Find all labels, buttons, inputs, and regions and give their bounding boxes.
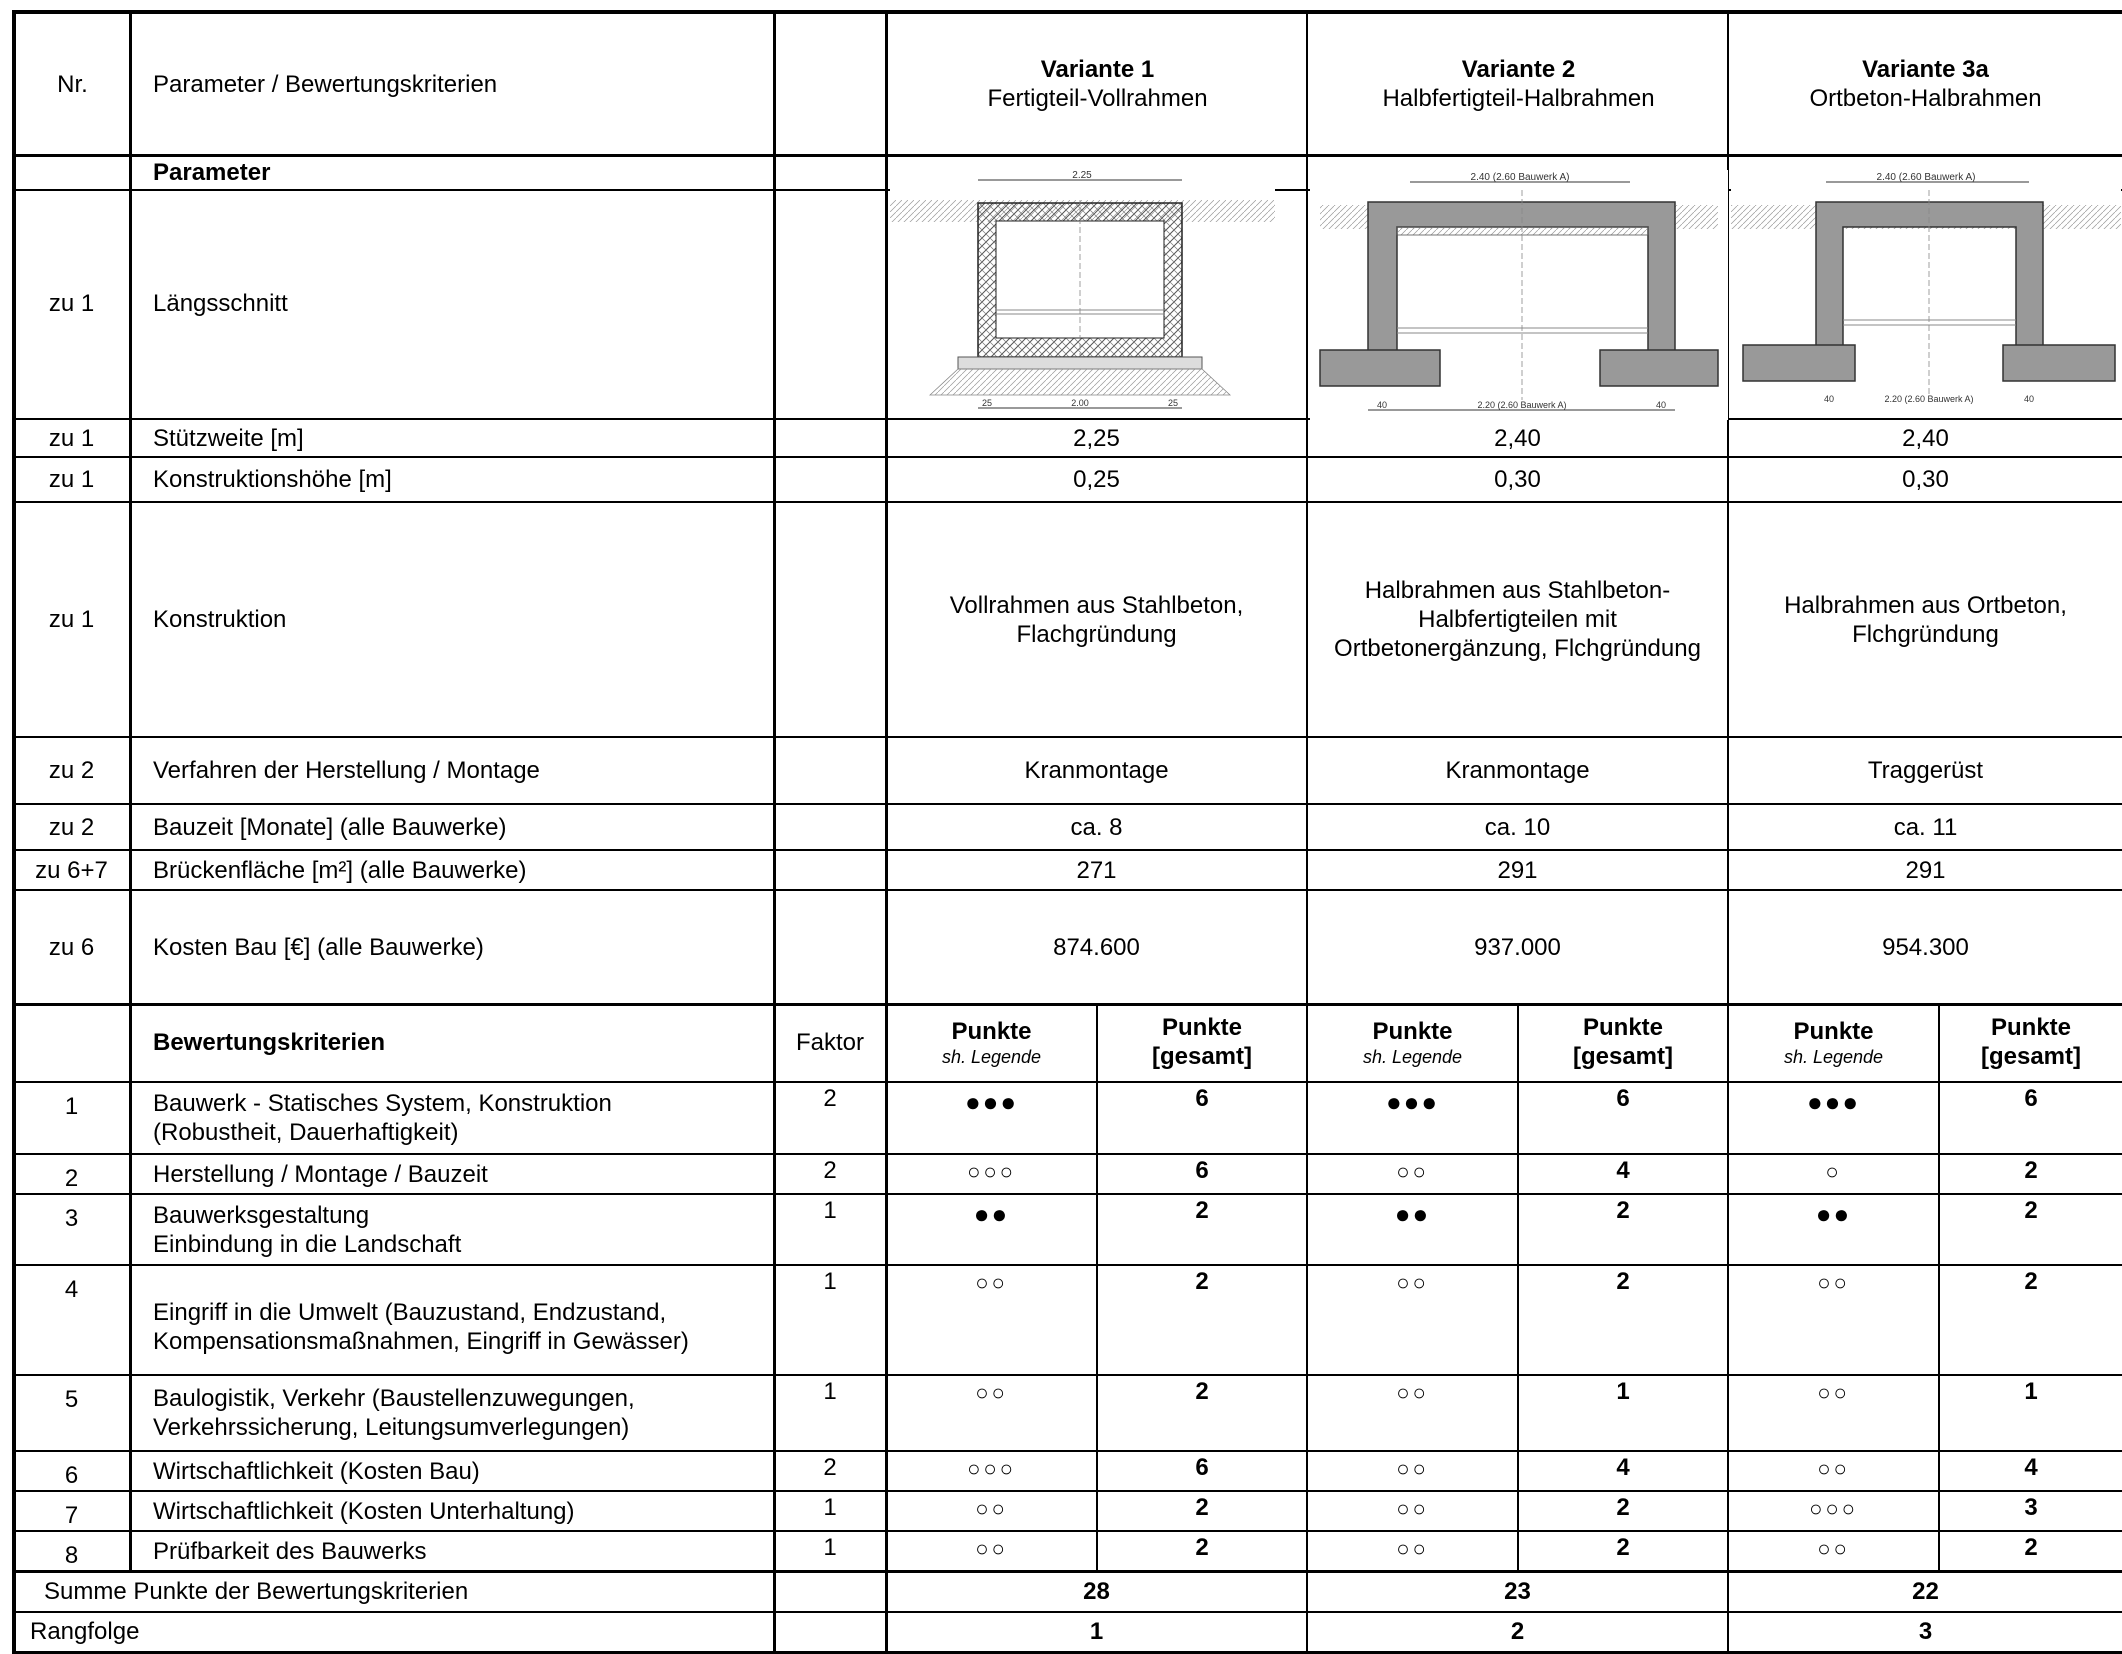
- punkte-label: Punkte: [1582, 1014, 1663, 1042]
- rating-symbol-v1: ○○: [975, 1496, 1008, 1521]
- rating-symbol-v1: ●●●: [964, 1087, 1019, 1117]
- header-variante-2: [1308, 14, 1729, 156]
- rating-symbol-v2: ○○: [1396, 1270, 1429, 1295]
- rating-symbol-v1: ○○: [975, 1536, 1008, 1561]
- rating-points-v3: 4: [2024, 1454, 2038, 1481]
- rangfolge-label: Rangfolge: [30, 1617, 140, 1645]
- rating-symbol-v1: ○○: [975, 1270, 1008, 1295]
- drawing-v3-dim-mid: 2.20 (2.60 Bauwerk A): [1884, 394, 1974, 404]
- rating-points-v2: 2: [1616, 1534, 1630, 1561]
- param-value-variante-1: Vollrahmen aus Stahlbeton, Flachgründung: [949, 591, 1244, 648]
- criterion-faktor: 1: [823, 1494, 837, 1521]
- rating-symbol-v2: ○○: [1396, 1536, 1429, 1561]
- param-value-variante-1: ca. 8: [1070, 813, 1123, 841]
- gesamt-label: [gesamt]: [1980, 1043, 2082, 1070]
- header-variante-3a: [1729, 14, 2122, 156]
- param-value-variante-2: Kranmontage: [1445, 757, 1590, 785]
- rating-points-v2: 4: [1616, 1157, 1630, 1184]
- rating-points-v1: 6: [1195, 1085, 1209, 1112]
- rating-points-v3: 2: [2024, 1268, 2038, 1295]
- drawing-v1-dim-mid: 2.00: [1071, 398, 1089, 408]
- rating-symbol-v3: ○○: [1817, 1380, 1850, 1405]
- rating-symbol-v2: ○○: [1396, 1159, 1429, 1184]
- param-value-variante-2: ca. 10: [1484, 813, 1551, 841]
- legende-label: sh. Legende: [1362, 1046, 1463, 1067]
- param-nr: zu 1: [48, 289, 95, 317]
- criterion-nr: 6: [64, 1462, 79, 1489]
- rating-symbol-v2: ●●●: [1385, 1087, 1440, 1117]
- rating-points-v3: 1: [2024, 1378, 2038, 1405]
- rating-points-v2: 2: [1616, 1268, 1630, 1295]
- param-nr: zu 1: [48, 424, 95, 452]
- variante-1-subtitle: Fertigteil-Vollrahmen: [987, 85, 1208, 112]
- criterion-faktor: 2: [823, 1157, 837, 1184]
- param-value-variante-2: 937.000: [1474, 933, 1561, 961]
- drawing-variante-3a: [1731, 170, 2121, 412]
- punkte-gesamt-header-variante-2: [1519, 1005, 1727, 1081]
- param-nr: zu 6+7: [35, 856, 108, 884]
- param-value-variante-2: 2,40: [1494, 424, 1541, 452]
- param-value-variante-3a: 0,30: [1902, 466, 1949, 494]
- criterion-nr: 8: [64, 1542, 79, 1569]
- gesamt-label: [gesamt]: [1572, 1043, 1674, 1070]
- param-value-variante-1: Kranmontage: [1024, 757, 1169, 785]
- punkte-label: Punkte: [951, 1017, 1032, 1045]
- param-label: Brückenfläche [m²] (alle Bauwerke): [153, 856, 527, 884]
- criterion-faktor: 2: [823, 1454, 837, 1481]
- criterion-label: Prüfbarkeit des Bauwerks: [153, 1538, 427, 1566]
- criterion-nr: 5: [64, 1386, 79, 1413]
- rating-points-v3: 2: [2024, 1157, 2038, 1184]
- rating-points-v1: 6: [1195, 1157, 1209, 1184]
- criterion-label: Bauwerksgestaltung Einbindung in die Landschaft: [153, 1201, 462, 1258]
- variante-3a-title: Variante 3a: [1862, 56, 1989, 84]
- rating-symbol-v2: ○○: [1396, 1496, 1429, 1521]
- rating-symbol-v1: ○○○: [967, 1456, 1016, 1481]
- criterion-label: Wirtschaftlichkeit (Kosten Unterhaltung): [153, 1497, 575, 1525]
- drawing-v2-dim-mid: 2.20 (2.60 Bauwerk A): [1477, 400, 1567, 410]
- drawing-v1-dim-right: 25: [1167, 398, 1179, 408]
- criterion-nr: 7: [64, 1502, 79, 1529]
- rating-points-v1: 2: [1195, 1378, 1209, 1405]
- legende-label: sh. Legende: [1783, 1046, 1884, 1067]
- rating-points-v1: 2: [1195, 1534, 1209, 1561]
- param-label: Konstruktion: [153, 606, 287, 634]
- param-label: Bauzeit [Monate] (alle Bauwerke): [153, 813, 507, 841]
- rating-points-v3: 6: [2024, 1085, 2038, 1112]
- drawing-v3-dim-left: 40: [1823, 394, 1835, 404]
- param-value-variante-1: 0,25: [1073, 466, 1120, 494]
- rating-points-v1: 2: [1195, 1268, 1209, 1295]
- cross-section-halbrahmen-ortbeton: [1731, 170, 2121, 412]
- cross-section-vollrahmen: [890, 170, 1275, 418]
- punkte-label: Punkte: [1161, 1014, 1242, 1042]
- drawing-variante-1: [890, 170, 1275, 418]
- rating-points-v1: 6: [1195, 1454, 1209, 1481]
- drawing-v2-dim-right: 40: [1655, 400, 1667, 410]
- punkte-gesamt-header-variante-1: [1098, 1005, 1306, 1081]
- rating-points-v2: 2: [1616, 1494, 1630, 1521]
- punkte-legende-header-variante-3a: [1729, 1005, 1938, 1081]
- header-variante-1: [887, 14, 1308, 156]
- param-label: Stützweite [m]: [153, 424, 304, 452]
- param-label: Kosten Bau [€] (alle Bauwerke): [153, 933, 484, 961]
- header-parameter: Parameter / Bewertungskriterien: [153, 70, 498, 98]
- rang-variante-1: 1: [1089, 1617, 1104, 1645]
- param-label: Längsschnitt: [153, 289, 288, 317]
- header-nr: Nr.: [57, 70, 88, 98]
- param-value-variante-3a: Halbrahmen aus Ortbeton, Flchgründung: [1784, 591, 2067, 648]
- param-value-variante-3a: 954.300: [1882, 933, 1969, 961]
- criterion-label: Wirtschaftlichkeit (Kosten Bau): [153, 1457, 480, 1485]
- criterion-faktor: 1: [823, 1534, 837, 1561]
- criterion-label: Baulogistik, Verkehr (Baustellenzuwegungen, Verkehrssicherung, Leitungsumverlegungen): [153, 1385, 635, 1441]
- param-value-variante-3a: Traggerüst: [1867, 757, 1984, 785]
- criteria-heading: Bewertungskriterien: [153, 1028, 386, 1056]
- rating-symbol-v3: ○○: [1817, 1536, 1850, 1561]
- param-value-variante-2: 291: [1497, 856, 1538, 884]
- param-nr: zu 1: [48, 466, 95, 494]
- rating-symbol-v3: ○○: [1817, 1456, 1850, 1481]
- rating-symbol-v3: ○○○: [1809, 1496, 1858, 1521]
- faktor-header: Faktor: [795, 1028, 864, 1056]
- variante-2-title: Variante 2: [1461, 56, 1576, 84]
- criterion-nr: 1: [64, 1093, 79, 1120]
- rating-symbol-v2: ○○: [1396, 1380, 1429, 1405]
- drawing-variante-2: [1310, 170, 1728, 420]
- drawing-v3-top-dim: 2.40 (2.60 Bauwerk A): [1876, 172, 1976, 183]
- drawing-v3-dim-right: 40: [2023, 394, 2035, 404]
- rating-symbol-v2: ●●: [1394, 1199, 1431, 1229]
- param-label: Verfahren der Herstellung / Montage: [153, 757, 540, 785]
- rating-points-v1: 2: [1195, 1197, 1209, 1224]
- rating-points-v2: 6: [1616, 1085, 1630, 1112]
- punkte-legende-header-variante-1: [887, 1005, 1096, 1081]
- summe-label: Summe Punkte der Bewertungskriterien: [44, 1577, 469, 1605]
- param-value-variante-2: 0,30: [1494, 466, 1541, 494]
- param-value-variante-3a: ca. 11: [1893, 813, 1958, 841]
- rating-symbol-v1: ○○: [975, 1380, 1008, 1405]
- rating-symbol-v1: ●●: [973, 1199, 1010, 1229]
- variante-3a-subtitle: Ortbeton-Halbrahmen: [1809, 85, 2042, 112]
- param-value-variante-3a: 291: [1905, 856, 1946, 884]
- criterion-faktor: 1: [823, 1268, 837, 1295]
- param-value-variante-1: 874.600: [1053, 933, 1140, 961]
- param-value-variante-2: Halbrahmen aus Stahlbeton- Halbfertigteilen mit Ortbetonergänzung, Flchgründung: [1334, 577, 1701, 662]
- rating-points-v2: 2: [1616, 1197, 1630, 1224]
- rating-symbol-v3: ○○: [1817, 1270, 1850, 1295]
- criterion-nr: 4: [64, 1276, 79, 1303]
- section-heading-parameter: Parameter: [153, 158, 271, 186]
- criterion-nr: 3: [64, 1205, 79, 1232]
- drawing-v2-dim-left: 40: [1376, 400, 1388, 410]
- legende-label: sh. Legende: [941, 1046, 1042, 1067]
- drawing-v2-top-dim: 2.40 (2.60 Bauwerk A): [1470, 172, 1570, 183]
- param-value-variante-1: 271: [1076, 856, 1117, 884]
- rating-points-v2: 4: [1616, 1454, 1630, 1481]
- punkte-label: Punkte: [1793, 1017, 1874, 1045]
- rang-variante-3a: 3: [1918, 1617, 1933, 1645]
- cross-section-halbrahmen-fertigteil: [1310, 170, 1728, 420]
- param-nr: zu 2: [48, 757, 95, 785]
- criterion-faktor: 1: [823, 1378, 837, 1405]
- criterion-label: Herstellung / Montage / Bauzeit: [153, 1160, 488, 1188]
- gesamt-label: [gesamt]: [1151, 1043, 1253, 1070]
- criterion-label: Eingriff in die Umwelt (Bauzustand, Endzustand, Kompensationsmaßnahmen, Eingriff in Gewässer): [153, 1299, 689, 1355]
- rating-symbol-v3: ●●: [1815, 1199, 1852, 1229]
- rating-symbol-v3: ○: [1825, 1159, 1842, 1184]
- summe-variante-1: 28: [1083, 1577, 1110, 1605]
- criterion-nr: 2: [64, 1165, 79, 1192]
- variante-2-subtitle: Halbfertigteil-Halbrahmen: [1382, 85, 1655, 112]
- punkte-label: Punkte: [1990, 1014, 2071, 1042]
- rating-points-v3: 3: [2024, 1494, 2038, 1521]
- rating-points-v1: 2: [1195, 1494, 1209, 1521]
- rating-symbol-v3: ●●●: [1806, 1087, 1861, 1117]
- rating-points-v3: 2: [2024, 1534, 2038, 1561]
- punkte-legende-header-variante-2: [1308, 1005, 1517, 1081]
- param-nr: zu 1: [48, 606, 95, 634]
- variante-1-title: Variante 1: [1040, 56, 1155, 84]
- criterion-faktor: 1: [823, 1197, 837, 1224]
- param-value-variante-1: 2,25: [1073, 424, 1120, 452]
- param-nr: zu 2: [48, 813, 95, 841]
- summe-variante-2: 23: [1504, 1577, 1531, 1605]
- drawing-v1-top-dim: 2.25: [1072, 170, 1092, 181]
- rating-symbol-v2: ○○: [1396, 1456, 1429, 1481]
- param-value-variante-3a: 2,40: [1902, 424, 1949, 452]
- rang-variante-2: 2: [1510, 1617, 1525, 1645]
- rating-symbol-v1: ○○○: [967, 1159, 1016, 1184]
- punkte-label: Punkte: [1372, 1017, 1453, 1045]
- param-nr: zu 6: [48, 933, 95, 961]
- drawing-v1-dim-left: 25: [981, 398, 993, 408]
- summe-variante-3a: 22: [1912, 1577, 1939, 1605]
- criterion-faktor: 2: [823, 1085, 837, 1112]
- criterion-label: Bauwerk - Statisches System, Konstruktion (Robustheit, Dauerhaftigkeit): [153, 1090, 612, 1146]
- rating-points-v2: 1: [1616, 1378, 1630, 1405]
- rating-points-v3: 2: [2024, 1197, 2038, 1224]
- punkte-gesamt-header-variante-3a: [1940, 1005, 2122, 1081]
- param-label: Konstruktionshöhe [m]: [153, 466, 392, 494]
